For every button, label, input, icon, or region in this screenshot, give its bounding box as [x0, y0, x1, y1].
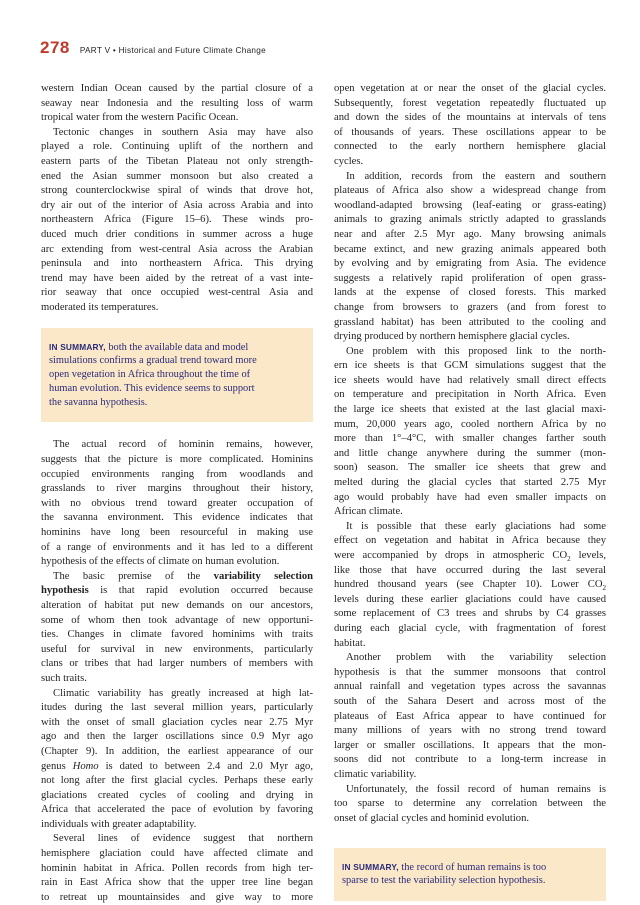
summary-box — [41, 328, 313, 423]
paragraph — [41, 687, 313, 833]
text-line — [334, 578, 606, 593]
text-line: dry air out of the interior of Asia across Arabia and into — [41, 199, 313, 211]
paragraph — [334, 345, 606, 520]
text-line: suggests that the picture is more complicated. Hominins — [41, 454, 313, 466]
text-line: near and after 2.5 Myr ago. Many browsing animals — [334, 228, 606, 240]
text-line: too sparse to determine any correlation between the — [334, 798, 606, 810]
paragraph — [41, 126, 313, 316]
text-line: drying produced by northern hemisphere glacial cycles. — [334, 331, 570, 343]
text-line: ice sheets would have had relatively small direct effects — [334, 374, 606, 386]
text-line: grassland habitat) has been attributed to the cooling and — [334, 316, 606, 328]
paragraph — [41, 438, 313, 569]
text-line: some replacement of C3 trees and shrubs by C4 grasses — [334, 608, 606, 620]
text-line: and down the sides of the mountains at intervals of tens — [334, 112, 606, 124]
text-line: alteration of habitat put new demands on our ancestors, — [41, 599, 313, 611]
text-run: is dated to between 2.4 and 2.0 Myr ago, — [98, 760, 313, 772]
text-line — [334, 549, 606, 564]
text-line: One problem with this proposed link to the north- — [346, 345, 606, 357]
text-line: Tectonic changes in southern Asia may have also — [53, 126, 313, 138]
key-term: variability selection — [213, 570, 313, 582]
text-line: Subsequently, forest vegetation repeatedly fluctuated up — [334, 97, 606, 109]
text-line: plateaus of East Africa appear to have continued for — [334, 710, 606, 722]
text-line: duced much drier conditions in summer across a huge — [41, 228, 313, 240]
text-line: African climate. — [334, 506, 403, 518]
text-line: hominin habitat in Africa. Pollen records from high ter- — [41, 862, 313, 874]
text-line: with the onset of small glaciation cycles near 2.75 Myr — [41, 716, 313, 728]
page-number: 278 — [40, 38, 70, 57]
text-line: some of whom then took advantage of new opportuni- — [41, 614, 313, 626]
text-run: were accompanied by drops in atmospheric CO — [334, 550, 568, 561]
text-line: hemisphere glaciation could have affected climate and — [41, 848, 313, 860]
summary-label: IN SUMMARY, — [49, 341, 106, 352]
text-line: seaway near Indonesia and the resulting loss of warm — [41, 97, 313, 109]
paragraph — [334, 783, 606, 827]
summary-text: the record of human remains is too — [398, 862, 547, 874]
text-line — [41, 584, 313, 599]
summary-line: the savanna hypothesis. — [49, 397, 148, 409]
text-line: plateaus of Africa also show a widespread change from — [334, 185, 606, 197]
text-line: change from browsers to grazers (and from forest to — [334, 301, 606, 313]
text-line: soon) season. The smaller ice sheets that grew and — [334, 462, 606, 474]
paragraph — [41, 570, 313, 687]
text-line: mum, 20,000 years ago, cooled northern Africa by no — [334, 418, 606, 430]
text-line: peninsula and into northeastern Africa. This drying — [41, 258, 313, 270]
text-line: annual rainfall and vegetation types across the savannas — [334, 681, 606, 693]
text-run: levels, — [570, 550, 606, 561]
left-column — [41, 82, 313, 905]
text-line: by evolving and by emigrating from Asia. The evidence — [334, 258, 606, 270]
summary-line: open vegetation in Africa throughout the time of — [49, 368, 251, 380]
text-line: with no obvious trend toward greater occupation of — [41, 497, 313, 509]
text-line: and little change anywhere during the summer (mon- — [334, 447, 606, 459]
paragraph — [334, 520, 606, 651]
summary-label: IN SUMMARY, — [342, 862, 399, 873]
summary-line — [49, 340, 305, 354]
text-line: suggests a relatively rapid proliferation of open grass- — [334, 272, 606, 284]
paragraph — [334, 170, 606, 345]
text-line: more than 1°–4°C, with smaller changes farther south — [334, 433, 606, 445]
text-line: hypothesis of the effects of climate on human evolution. — [41, 556, 280, 568]
text-line: occupied environments ranging from woodlands and — [41, 468, 313, 480]
text-line: many millions of years with no strong trend toward — [334, 725, 606, 737]
text-line: such traits. — [41, 672, 87, 684]
text-line: open vegetation at or near the onset of the glacial cycles. — [334, 83, 606, 94]
text-line: eastern parts of the Tibetan Plateau not only strength- — [41, 155, 313, 167]
text-line: western Indian Ocean caused by the partial closure of a — [41, 83, 313, 94]
text-line: Another problem with the variability selection — [346, 652, 606, 664]
text-line: of thousands of years. These oscillations appear to be — [334, 126, 606, 138]
text-line: on temperature and precipitation in North Africa. Even — [334, 389, 606, 401]
paragraph — [41, 82, 313, 126]
text-line — [41, 760, 313, 775]
summary-box — [334, 848, 606, 900]
subscript: 2 — [602, 584, 606, 593]
text-line: cycles. — [334, 155, 364, 167]
text-line: the large ice sheets that existed at the last glacial maxi- — [334, 404, 606, 416]
text-line: the savanna environment. This evidence indicates that — [41, 512, 313, 524]
text-run: genus — [41, 760, 73, 772]
text-line: climatic variability. — [334, 768, 417, 780]
text-line: Several lines of evidence suggest that northern — [53, 833, 313, 845]
summary-text: both the available data and model — [105, 341, 249, 353]
text-line: played a role. Continuing uplift of the northern and — [41, 141, 313, 153]
text-line: (Chapter 9). In addition, the earliest appearance of our — [41, 745, 313, 757]
summary-line: sparse to test the variability selection hypothesis. — [342, 875, 546, 887]
text-line: rior seaway that once occupied west-central Asia and — [41, 287, 313, 299]
text-line: onset of glacial cycles and hominid evolution. — [334, 812, 530, 824]
text-line: glaciations created cycles of cooling and drying in — [41, 789, 313, 801]
text-line: ern ice sheets is that GCM simulations suggest that the — [334, 360, 606, 372]
text-line: ened the Asian summer monsoon but also created a — [41, 170, 313, 182]
text-line: to retreat up mountainsides and give way to more — [41, 891, 313, 903]
text-line: grasslands to river margins throughout their history, — [41, 483, 313, 495]
text-line: Africa that accelerated the pace of evolution by favoring — [41, 804, 313, 816]
text-line: trend may have been aided by the retreat of a vast inte- — [41, 272, 313, 284]
text-line: ago and then the larger oscillations since 0.9 Myr ago — [41, 731, 313, 743]
text-line: of a range of environments and it has led to a different — [41, 541, 313, 553]
text-line: Unfortunately, the fossil record of human remains is — [346, 783, 606, 795]
text-line: woodland-adapted browsing (leaf-eating or grass-eating) — [334, 199, 606, 211]
text-line: rain in East Africa show that the upper tree line began — [41, 877, 313, 889]
text-line: moderated its temperatures. — [41, 301, 159, 313]
text-line: The actual record of hominin remains, however, — [53, 439, 313, 451]
text-line — [41, 570, 313, 585]
right-column — [334, 82, 606, 901]
text-line: In addition, records from the eastern and southern — [346, 170, 606, 182]
italic-term: Homo — [72, 760, 99, 772]
summary-line: simulations confirms a gradual trend toward more — [49, 354, 257, 366]
text-line: clans or tribes that had larger numbers of members with — [41, 658, 313, 670]
text-line: connected to the early northern hemisphere glacial — [334, 141, 606, 153]
text-line: lands at the expense of closed forests. This marked — [334, 287, 606, 299]
summary-line: human evolution. This evidence seems to support — [49, 383, 255, 395]
text-line: Climatic variability has greatly increased at high lat- — [53, 687, 313, 699]
text-line: hypothesis is that the summer monsoons that control — [334, 666, 606, 678]
text-run: is that rapid evolution occurred because — [88, 585, 313, 597]
paragraph — [41, 832, 313, 905]
paragraph — [334, 651, 606, 782]
part-title: PART V • Historical and Future Climate Change — [79, 46, 266, 55]
text-line: during each glacial cycle, with fragmentation of forest — [334, 622, 606, 634]
subscript: 2 — [567, 555, 571, 564]
text-line: levels during these earlier glaciations could have caused — [334, 593, 606, 605]
text-line: It is possible that these early glaciations had some — [346, 520, 606, 532]
text-line: arc extending from west-central Asia across the Arabian — [41, 243, 313, 255]
text-line: not long after the first glacial cycles. Perhaps these early — [41, 775, 313, 787]
text-run: The basic premise of the — [53, 570, 214, 582]
text-line: became extinct, and new grazing animals appeared both — [334, 243, 606, 255]
text-line: animals to grazing animals strictly adapted to grasslands — [334, 214, 606, 226]
text-line: itudes during the last several million years, particularly — [41, 702, 313, 714]
text-line: ties. Changes in climate favored hominims with traits — [41, 629, 313, 641]
running-header — [40, 38, 266, 60]
text-line: effect on vegetation and habitat in Africa because they — [334, 535, 606, 547]
paragraph — [334, 82, 606, 170]
summary-line — [342, 860, 598, 874]
text-line: northeastern Africa (Figure 15–6). These winds pro- — [41, 214, 313, 226]
text-line: larger or smaller oscillations. It appears that the mon- — [334, 739, 606, 751]
text-line: individuals with greater adaptability. — [41, 818, 197, 830]
text-line: hominins have long been resourceful in making use — [41, 527, 313, 538]
text-line: habitat. — [334, 637, 366, 649]
text-line: melted during the glacial cycles that started 2.75 Myr — [334, 477, 606, 489]
text-line: useful for survival in new environments, particularly — [41, 643, 313, 655]
text-line: like those that have occurred during the last several — [334, 564, 606, 576]
text-line: tropical water from the western Pacific Ocean. — [41, 112, 239, 124]
text-line: soons did not contribute to a long-term increase in — [334, 754, 606, 766]
text-line: south of the Sahara Desert and across most of the — [334, 695, 606, 707]
text-run: hundred thousand years (see Chapter 10). Lower CO — [334, 579, 603, 591]
text-line: ago would probably have had even smaller impacts on — [334, 491, 606, 503]
key-term: hypothesis — [41, 585, 89, 597]
text-line: strong counterclockwise spiral of winds that drove hot, — [41, 185, 313, 197]
